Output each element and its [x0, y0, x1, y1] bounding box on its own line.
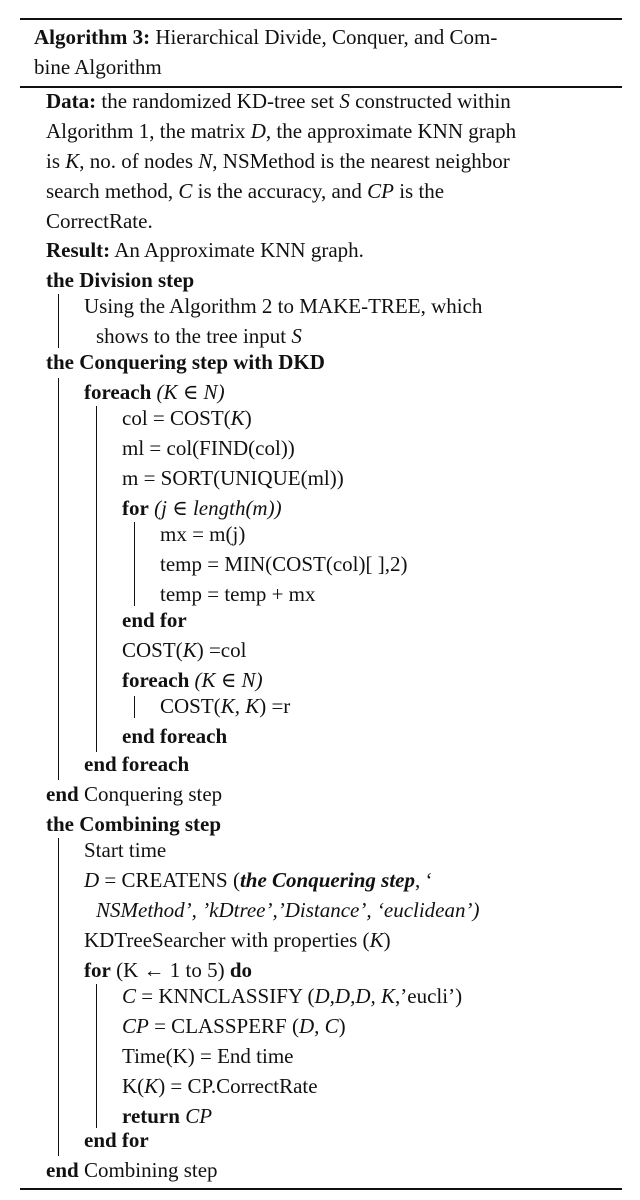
inner-foreach-bar — [134, 696, 135, 718]
for-k-line: for (K ← 1 to 5) do — [84, 958, 253, 982]
division-heading: the Division step — [46, 268, 195, 292]
data-line-1: Data: the randomized KD-tree set S constructed within — [46, 89, 511, 113]
mx-line: mx = m(j) — [160, 522, 246, 546]
end-inner-foreach: end foreach — [122, 724, 228, 748]
cost-kk-line: COST(K, K) =r — [160, 694, 291, 718]
combining-block-bar — [58, 838, 59, 1156]
conquering-foreach: foreach (K ∈ N) — [84, 380, 225, 404]
division-line-2: shows to the tree input S — [96, 324, 302, 348]
data-line-5: CorrectRate. — [46, 209, 153, 233]
result-line: Result: An Approximate KNN graph. — [46, 238, 364, 262]
k-correctrate-line: K(K) = CP.CorrectRate — [122, 1074, 318, 1098]
createns-line-1: D = CREATENS (the Conquering step, ‘ — [84, 868, 433, 892]
end-for-j: end for — [122, 608, 187, 632]
conquering-heading: the Conquering step with DKD — [46, 350, 325, 374]
division-line-1: Using the Algorithm 2 to MAKE-TREE, which — [84, 294, 483, 318]
kdtree-line: KDTreeSearcher with properties (K) — [84, 928, 391, 952]
data-line-2: Algorithm 1, the matrix D, the approximate KNN graph — [46, 119, 517, 143]
data-line-3: is K, no. of nodes N, NSMethod is the nearest neighbor — [46, 149, 510, 173]
temp-min-line: temp = MIN(COST(col)[ ],2) — [160, 552, 408, 576]
time-line: Time(K) = End time — [122, 1044, 294, 1068]
caption-title-line1: Hierarchical Divide, Conquer, and Com- — [155, 25, 498, 49]
combining-heading: the Combining step — [46, 812, 222, 836]
return-line: return CP — [122, 1104, 213, 1128]
end-combining: end Combining step — [46, 1158, 218, 1182]
ml-line: ml = col(FIND(col)) — [122, 436, 295, 460]
bottom-rule — [20, 1188, 622, 1190]
temp-add-line: temp = temp + mx — [160, 582, 316, 606]
caption-title-line2: bine Algorithm — [34, 55, 162, 79]
end-for-k: end for — [84, 1128, 149, 1152]
division-block-bar — [58, 294, 59, 348]
start-time-line: Start time — [84, 838, 167, 862]
createns-line-2: NSMethod’, ’kDtree’,’Distance’, ‘euclidean’) — [96, 898, 480, 922]
cost-assign-line: COST(K) =col — [122, 638, 247, 662]
end-outer-foreach: end foreach — [84, 752, 190, 776]
caption-label: Algorithm 3: — [34, 25, 151, 49]
for-k-block-bar — [96, 984, 97, 1128]
m-line: m = SORT(UNIQUE(ml)) — [122, 466, 344, 490]
for-j-block-bar — [134, 522, 135, 606]
col-line: col = COST(K) — [122, 406, 252, 430]
for-j-line: for (j ∈ length(m)) — [122, 496, 282, 520]
conquering-block-bar — [58, 378, 59, 780]
end-conquering: end Conquering step — [46, 782, 223, 806]
knn-line: C = KNNCLASSIFY (D,D,D, K,’eucli’) — [122, 984, 463, 1008]
cp-line: CP = CLASSPERF (D, C) — [122, 1014, 346, 1038]
inner-foreach-line: foreach (K ∈ N) — [122, 668, 263, 692]
foreach-block-bar — [96, 406, 97, 752]
data-line-4: search method, C is the accuracy, and CP is the — [46, 179, 445, 203]
